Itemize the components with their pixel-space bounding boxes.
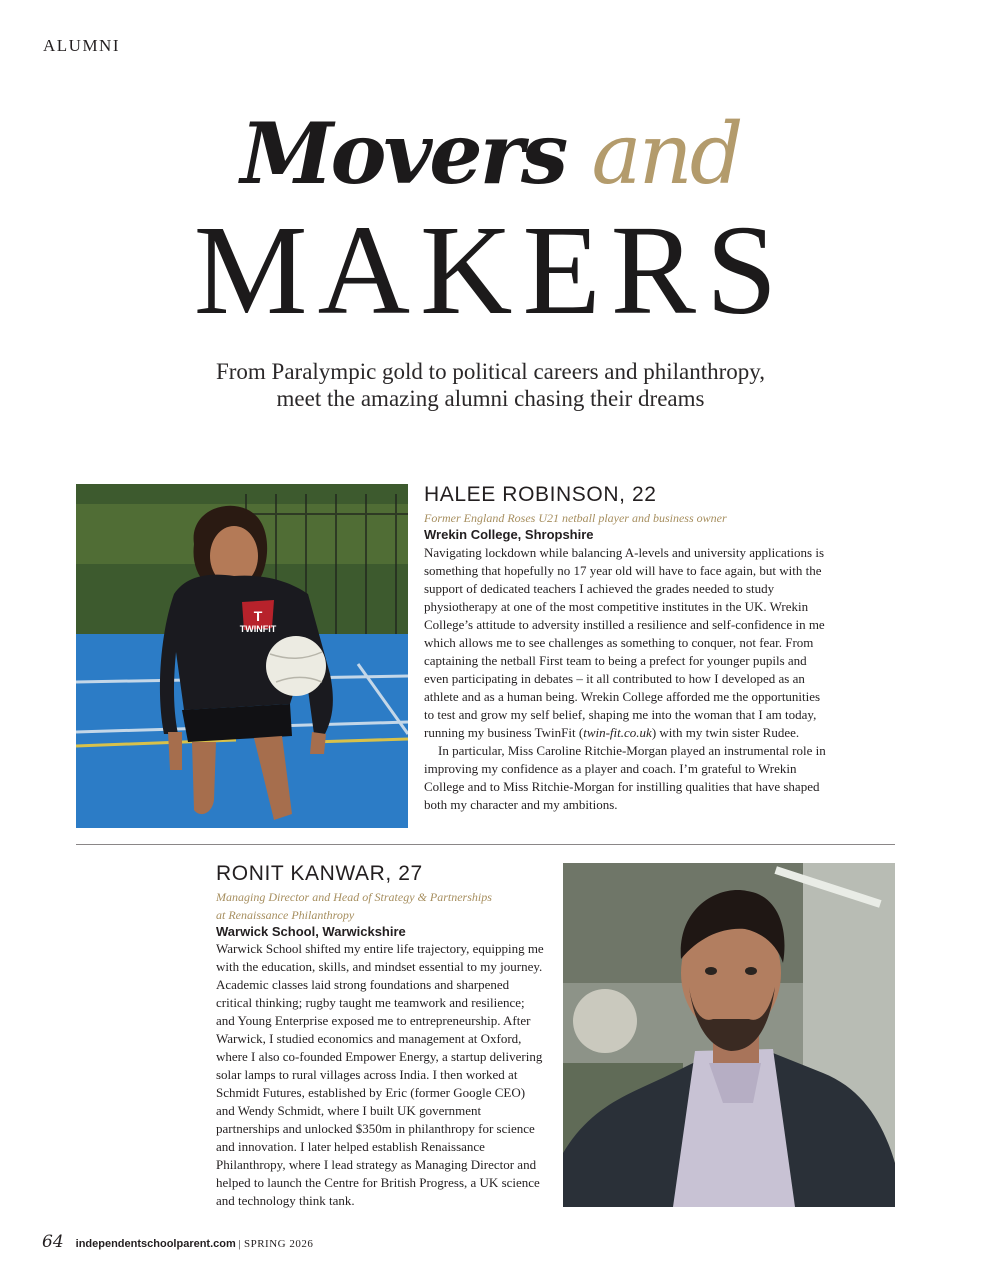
headline-word-movers: Movers — [240, 104, 566, 203]
profile-paragraph-1 — [424, 544, 832, 742]
profile-name: RONIT KANWAR, 27 — [216, 862, 423, 885]
profile-name: HALEE ROBINSON, 22 — [424, 483, 657, 506]
profile-role — [216, 888, 546, 924]
section-label: ALUMNI — [43, 36, 120, 55]
profile-paragraph-2: In particular, Miss Caroline Ritchie-Morgan played an instrumental role in improving my confidence as a player and coach. I’m grateful to Wrekin College and to Miss Ritchie-Morgan for instilling qualities that have shaped both my character and my ambitions. — [424, 743, 826, 812]
paragraph-text: Navigating lockdown while balancing A-levels and university applications is something that hopefully no 17 year old will have to face again, but with the support of dedicated teachers I achieved the grades needed to study physiotherapy at one of the most competitive institutes in the UK. Wrekin College’s attitude to adversity instilled a resilience and self-confidence in me which allows me to see challenges as something to conquer, not fear. From captaining the netball First team to being a prefect for younger pupils and even participating in debates – it all contributed to how I developed as an athlete and as a human being. Wrekin College afforded me the opportunities to test and grow my self belief, shaping me into the woman that I am today, running my business TwinFit ( — [424, 545, 825, 740]
standfirst — [0, 358, 981, 412]
profile-school: Warwick School, Warwickshire — [216, 924, 406, 939]
headline-italic — [0, 104, 981, 203]
page-footer — [42, 1232, 313, 1252]
portrait-illustration — [563, 863, 895, 1207]
profile-paragraph-1: Warwick School shifted my entire life trajectory, equipping me with the education, skills, and mindset essential to my journey. Academic classes laid strong foundations and sharpened critical thinking; rugby taught me teamwork and resilience; and Young Enterprise exposed me to entrepreneurship. After Warwick, I studied economics and management at Oxford, where I also co-founded Empower Energy, a startup delivering solar lamps to rural villages across India. I then worked at Schmidt Futures, established by Eric (former Google CEO) and Wendy Schmidt, where I built UK government partnerships and unlocked $350m in philanthropy for science and innovation. I later helped establish Renaissance Philanthropy, where I lead strategy as Managing Director and helped to launch the Centre for British Progress, a UK science and technology think tank. — [216, 941, 544, 1208]
headline-word-and: and — [591, 105, 741, 203]
profile-school: Wrekin College, Shropshire — [424, 527, 594, 542]
profile-body — [216, 940, 546, 1210]
profile-role: Former England Roses U21 netball player and business owner — [424, 511, 727, 525]
footer-issue: SPRING 2026 — [243, 1238, 314, 1250]
profile-role-line-2: at Renaissance Philanthropy — [216, 908, 355, 922]
profile-ronit-kanwar — [216, 862, 546, 1210]
ronit-kanwar-photo — [563, 863, 895, 1207]
profile-body — [424, 544, 832, 814]
netball-court-illustration — [76, 484, 408, 828]
headline-makers: MAKERS — [193, 199, 788, 341]
twinfit-shirt-text: TWINFIT — [239, 624, 277, 634]
section-divider — [76, 844, 895, 845]
standfirst-line-1: From Paralympic gold to political careers and philanthropy, — [215, 359, 766, 384]
standfirst-line-2: meet the amazing alumni chasing their dreams — [276, 386, 705, 411]
footer-separator: | — [238, 1238, 242, 1250]
page-number: 64 — [42, 1232, 64, 1252]
twinfit-logo-letter: T — [253, 608, 263, 624]
profile-halee-robinson — [424, 483, 832, 814]
twinfit-link[interactable]: twin-fit.co.uk — [583, 725, 652, 740]
footer-site[interactable]: independentschoolparent.com — [75, 1238, 236, 1250]
halee-robinson-photo — [76, 484, 408, 828]
profile-role-line-1: Managing Director and Head of Strategy & Partnerships — [216, 890, 492, 904]
paragraph-text-end: ) with my twin sister Rudee. — [651, 725, 800, 740]
